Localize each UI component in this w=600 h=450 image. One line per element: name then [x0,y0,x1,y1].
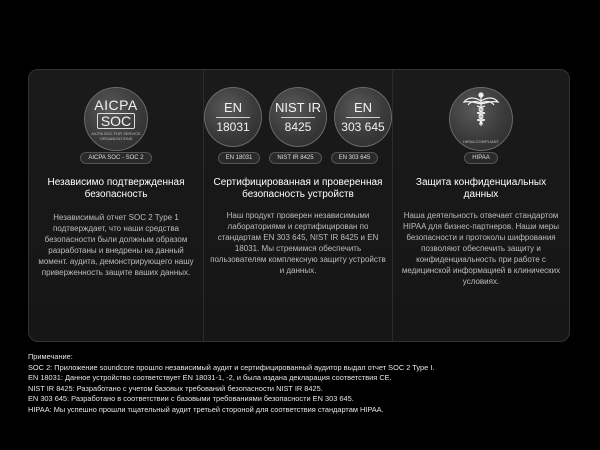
note-line: HIPAA: Мы успешно прошли тщательный аудит третьей стороной для соответствия стандартам HIPAA. [28,404,384,414]
note-line: SOC 2: Приложение soundcore прошло независимый аудит и сертифицированный аудитор выдал отчет SOC 2 Type I. [28,362,435,372]
card-title: Сертифицированная и проверенная безопасность устройств [213,177,383,200]
certifications-panel [28,69,570,342]
badge-line1: EN [223,100,243,115]
note-line: NIST IR 8425: Разработано с учетом базовых требований безопасности NIST IR 8425. [28,383,323,393]
cert-pill: AICPA SOC - SOC 2 [80,152,151,164]
badge-row [204,87,392,147]
cert-pill: NIST IR 8425 [269,152,321,164]
badge-row [393,87,569,151]
badge-line1: EN [353,100,373,115]
caduceus-icon [461,90,501,130]
badge-divider [281,117,315,118]
card-hipaa [392,70,569,341]
badge-line3: AICPA SOC FOR SERVICE ORGANIZATIONS [91,130,141,141]
badge-line1: NIST IR [275,100,321,115]
note-line: EN 18031: Данное устройство соответствует EN 18031-1, -2, и была издана декларация соответствия CE. [28,373,392,383]
pill-row [393,152,569,164]
badge-line2: 8425 [284,120,312,134]
aicpa-soc-badge [84,87,148,151]
badge-line1: AICPA [94,96,138,113]
cert-pill: EN 18031 [218,152,261,164]
badge-line2: 303 645 [341,120,385,134]
card-description: Наша деятельность отвечает стандартом HIPAA для бизнес-партнеров. Наши меры безопасности и протоколы шифрования позволяют обеспечить защиту и конфиденциальность при работе с медицинской информацией в клинических условиях. [401,211,561,286]
cert-pill: EN 303 645 [331,152,379,164]
en303645-badge [334,87,392,147]
footnotes [28,352,588,416]
card-description: Наш продукт проверен независимыми лабораториями и сертифицирован по стандартам EN 303 645, NIST IR 8425 и EN 18031. Мы стремимся обеспечить пользователям комплексную защиту устройств и данных. [210,211,386,275]
badge-line2: SOC [97,113,135,129]
card-title: Защита конфиденциальных данных [415,177,547,200]
note-line: EN 303 645: Разработано в соответствии с базовыми требованиями безопасности EN 303 645. [28,394,354,404]
pill-row [29,152,203,164]
notes-heading: Примечание: [28,352,73,361]
pill-row [204,152,392,164]
hipaa-badge [449,87,513,151]
badge-line2: 18031 [216,120,250,134]
en18031-badge [204,87,262,147]
card-description: Независимый отчет SOC 2 Type 1 подтверждает, что наши средства безопасности были должным образом разработаны и внедрены на данный момент. аудита, демонстрирующего нашу приверженность защите ваших данных. [38,213,194,277]
nist-ir-8425-badge [269,87,327,147]
cert-pill: HIPAA [464,152,498,164]
badge-caption: HIPAA COMPLIANT [463,139,499,144]
badge-divider [216,117,250,118]
badge-divider [346,117,380,118]
badge-row [29,87,203,151]
card-title: Независимо подтвержденная безопасность [47,177,185,200]
card-device-security [203,70,392,341]
card-soc2 [29,70,203,341]
